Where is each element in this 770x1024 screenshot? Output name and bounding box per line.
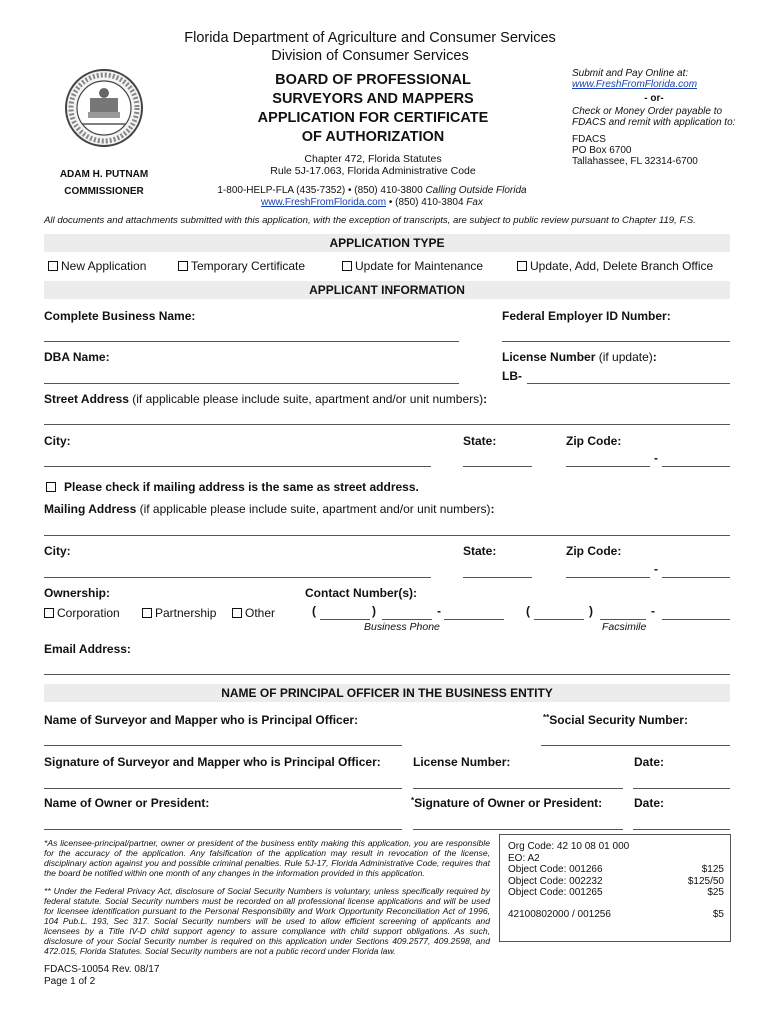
contact-info [180, 185, 564, 209]
mailing-field[interactable] [44, 535, 730, 536]
principal-date-label: Date: [634, 755, 665, 769]
rule-text: Rule 5J-17.063, Florida Administrative Code [270, 165, 476, 177]
business-phone-caption: Business Phone [364, 621, 440, 633]
mailing-note: (if applicable please include suite, apartment and/or unit numbers) [139, 502, 491, 516]
code-label: Object Code: 001266 [508, 864, 603, 875]
form-number: FDACS-10054 Rev. 08/17 [44, 964, 160, 975]
app-type-label: Update, Add, Delete Branch Office [530, 259, 714, 273]
principal-license-field[interactable] [413, 788, 623, 789]
principal-sig-field[interactable] [44, 788, 402, 789]
phone-dash: - [437, 604, 441, 618]
email-field[interactable] [44, 674, 730, 675]
pay-addr-line: FDACS [572, 134, 606, 145]
lb-prefix: LB- [502, 369, 522, 383]
ownership-other[interactable] [232, 606, 275, 620]
pay-online-link[interactable]: www.FreshFromFlorida.com [572, 79, 698, 90]
owner-sig-label [411, 796, 602, 810]
city-field[interactable] [44, 466, 431, 467]
app-type-label: Temporary Certificate [191, 259, 306, 273]
checkbox-icon[interactable] [232, 608, 242, 618]
ownership-corporation[interactable] [44, 606, 120, 620]
ownership-option-label: Partnership [155, 606, 217, 620]
web-link[interactable]: www.FreshFromFlorida.com [261, 197, 387, 208]
principal-sig-label: Signature of Surveyor and Mapper who is Principal Officer: [44, 755, 381, 769]
mailing-label-text: Mailing Address [44, 502, 137, 516]
org-code: Org Code: 42 10 08 01 000 [508, 841, 630, 852]
owner-sig-field[interactable] [413, 829, 623, 830]
code-row [508, 864, 724, 876]
board-title-line: BOARD OF PROFESSIONAL [275, 72, 471, 88]
facsimile-caption: Facsimile [602, 621, 647, 633]
commissioner-block [44, 166, 164, 200]
mail-zip-label: Zip Code: [566, 544, 622, 558]
mail-state-label: State: [463, 544, 497, 558]
ssn-field[interactable] [541, 745, 730, 746]
owner-sig-mark: * [411, 796, 415, 805]
phone-area-field[interactable] [320, 619, 370, 620]
pay-online-text: Submit and Pay Online at: [572, 68, 689, 79]
checkbox-icon[interactable] [342, 261, 352, 271]
fax-line: • (850) 410-3804 [388, 197, 464, 208]
checkbox-icon[interactable] [44, 608, 54, 618]
street-label [44, 392, 487, 406]
mail-city-label: City: [44, 544, 71, 558]
code-label: 42100802000 / 001256 [508, 908, 611, 920]
zip-ext-field[interactable] [662, 466, 730, 467]
mail-zip-ext-field[interactable] [662, 577, 730, 578]
checkbox-icon[interactable] [178, 261, 188, 271]
commissioner-name: ADAM H. PUTNAM [59, 169, 149, 180]
chapter-text: Chapter 472, Florida Statutes [304, 153, 442, 165]
division-title: Division of Consumer Services [271, 48, 469, 64]
same-address-label: Please check if mailing address is the same as street address. [64, 480, 419, 494]
business-name-field[interactable] [44, 341, 459, 342]
mailing-colon: : [490, 502, 495, 516]
fax-line-field[interactable] [662, 619, 730, 620]
ownership-option-label: Corporation [57, 606, 120, 620]
owner-name-field[interactable] [44, 829, 402, 830]
statute-info [228, 153, 518, 177]
owner-name-label: Name of Owner or President: [44, 796, 210, 810]
checkbox-icon[interactable] [142, 608, 152, 618]
same-address-check[interactable] [46, 480, 419, 494]
mail-zip-dash: - [654, 562, 658, 576]
phone-line-field[interactable] [444, 619, 504, 620]
principal-license-label: License Number: [413, 755, 511, 769]
app-type-label: New Application [61, 259, 147, 273]
pay-addr-line: PO Box 6700 [572, 145, 632, 156]
owner-sig-label-text: Signature of Owner or President: [414, 796, 603, 810]
email-label: Email Address: [44, 642, 131, 656]
code-amount: $125 [701, 864, 724, 875]
phone-line: 1-800-HELP-FLA (435-7352) • (850) 410-3800 [217, 185, 423, 196]
mail-state-field[interactable] [463, 577, 532, 578]
board-title-line: OF AUTHORIZATION [301, 129, 445, 145]
code-row [508, 876, 724, 888]
street-note: (if applicable please include suite, apartment and/or unit numbers) [132, 392, 484, 406]
fax-prefix-field[interactable] [600, 619, 646, 620]
principal-name-label: Name of Surveyor and Mapper who is Principal Officer: [44, 713, 359, 727]
zip-field[interactable] [566, 466, 650, 467]
license-label-text: License Number [502, 350, 596, 364]
principal-date-field[interactable] [633, 788, 730, 789]
city-label: City: [44, 434, 71, 448]
phone-calling-text: Calling Outside Florida [425, 185, 527, 196]
pay-or-text: - or- [644, 93, 664, 104]
fax-word: Fax [466, 197, 483, 208]
checkbox-icon[interactable] [517, 261, 527, 271]
applicant-info-bar: APPLICANT INFORMATION [44, 281, 730, 299]
code-amount: $25 [707, 887, 724, 898]
code-amount: $125/50 [687, 875, 724, 887]
fax-paren-close: ) [589, 604, 593, 618]
seal-icon [64, 68, 144, 148]
board-title [228, 71, 518, 147]
license-label [502, 350, 657, 364]
app-type-new[interactable] [48, 259, 146, 273]
app-type-branch[interactable] [517, 259, 713, 273]
phone-paren-close: ) [372, 604, 376, 618]
owner-date-field[interactable] [633, 829, 730, 830]
checkbox-icon[interactable] [46, 482, 56, 492]
phone-prefix-field[interactable] [382, 619, 432, 620]
contact-label: Contact Number(s): [305, 586, 418, 600]
footnote-privacy: ** Under the Federal Privacy Act, disclosure of Social Security Numbers is voluntary, unless specifically required by federal statute. Social Security numbers must be recorded on all professional license applications and will be used for licensee identification pursuant to the Personal Responsibility and Work Opportunity Reconciliation Act of 1996, 104 Pub.L. 193, Sec 317. Social Security numbers will be used to allow efficient screening of applicants and licensees by a Title IV-D child support agency to assure compliance with child support obligations. As such, disclosure of your Social Security number is required on this application under Sections 409.2577, 409.2598, and 472.015, Florida Statutes. Social Security numbers are not a public record under Florida law. [44, 886, 490, 956]
zip-label: Zip Code: [566, 434, 622, 448]
eo-code: EO: A2 [508, 852, 540, 864]
phone-paren-open: ( [312, 604, 316, 618]
app-type-maintenance[interactable] [342, 259, 483, 273]
pay-box [572, 68, 736, 167]
app-type-temporary[interactable] [178, 259, 305, 273]
pay-addr-line: Tallahassee, FL 32314-6700 [572, 156, 698, 167]
board-title-line: APPLICATION FOR CERTIFICATE [257, 110, 489, 126]
mail-city-field[interactable] [44, 577, 431, 578]
principal-name-field[interactable] [44, 745, 402, 746]
license-note: (if update) [598, 350, 653, 364]
owner-date-label: Date: [634, 796, 665, 810]
license-colon: : [652, 350, 657, 364]
page-number: Page 1 of 2 [44, 976, 96, 987]
business-name-label: Complete Business Name: [44, 309, 196, 323]
pay-check-text: Check or Money Order payable to FDACS and remit with application to: [572, 106, 736, 128]
code-label: Object Code: 001265 [508, 887, 603, 898]
mail-zip-field[interactable] [566, 577, 650, 578]
street-colon: : [483, 392, 488, 406]
dba-label: DBA Name: [44, 350, 110, 364]
mailing-label [44, 502, 494, 516]
dba-field[interactable] [44, 383, 459, 384]
code-row [508, 909, 724, 921]
commissioner-title: COMMISSIONER [64, 186, 144, 197]
ownership-label: Ownership: [44, 586, 111, 600]
fein-label: Federal Employer ID Number: [502, 309, 671, 323]
footnote-accuracy: *As licensee-principal/partner, owner or president of the business entity making this application, you are responsible for the accuracy of the application. Any falsification of the application may result in revocation of the license, disciplinary action against you and possible criminal penalties. Rule 5J-17, Florida Administrative Code, requires that the board be notified within one month of any changes in the information provided in this application. [44, 838, 490, 878]
app-type-label: Update for Maintenance [355, 259, 484, 273]
ownership-option-label: Other [245, 606, 276, 620]
fax-dash: - [651, 604, 655, 618]
fax-area-field[interactable] [534, 619, 584, 620]
principal-officer-bar: NAME OF PRINCIPAL OFFICER IN THE BUSINESS ENTITY [44, 684, 730, 702]
ssn-label [543, 713, 688, 727]
license-field[interactable] [527, 383, 730, 384]
dept-title: Florida Department of Agriculture and Consumer Services [184, 30, 556, 46]
code-label: Object Code: 002232 [508, 875, 603, 887]
checkbox-icon[interactable] [48, 261, 58, 271]
public-notice: All documents and attachments submitted with this application, with the exception of transcripts, are subject to public review pursuant to Chapter 119, F.S. [44, 215, 696, 226]
board-title-line: SURVEYORS AND MAPPERS [272, 91, 474, 107]
state-label: State: [463, 434, 497, 448]
street-field[interactable] [44, 424, 730, 425]
fax-paren-open: ( [526, 604, 530, 618]
office-code-box [499, 834, 731, 942]
street-label-text: Street Address [44, 392, 129, 406]
zip-dash: - [654, 451, 658, 465]
ownership-partnership[interactable] [142, 606, 216, 620]
ssn-label-text: Social Security Number: [549, 713, 688, 727]
ssn-mark: ** [543, 713, 550, 722]
state-field[interactable] [463, 466, 532, 467]
application-type-bar: APPLICATION TYPE [44, 234, 730, 252]
fein-field[interactable] [502, 341, 730, 342]
code-row [508, 887, 724, 899]
code-amount: $5 [712, 908, 724, 920]
